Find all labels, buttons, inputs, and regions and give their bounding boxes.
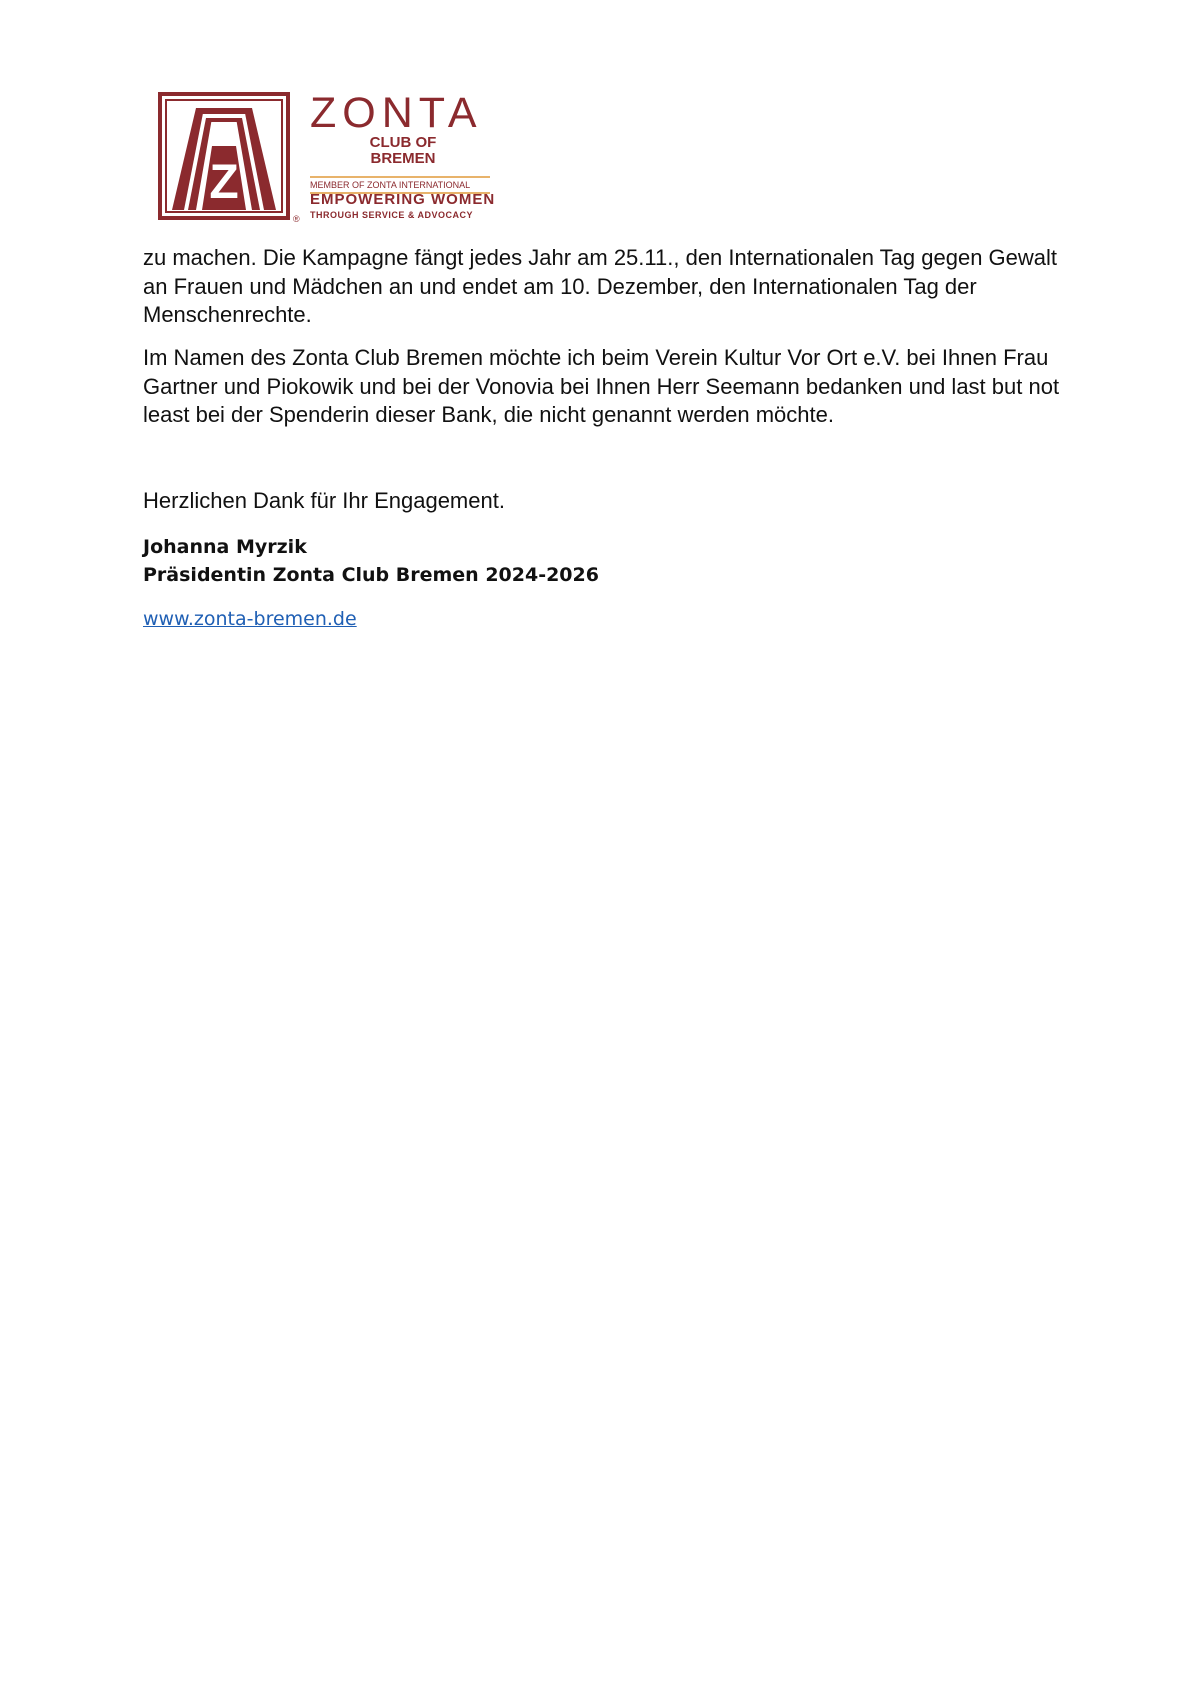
- zonta-logo: [158, 89, 498, 226]
- signature-name: Johanna Myrzik: [143, 536, 307, 558]
- website-link[interactable]: www.zonta-bremen.de: [143, 608, 357, 630]
- paragraph-thanks-partners: Im Namen des Zonta Club Bremen möchte ich beim Verein Kultur Vor Ort e.V. bei Ihnen Frau Gartner und Piokowik und bei der Vonovia bei Ihnen Herr Seemann bedanken und last but not least bei der Spenderin dieser Bank, die nicht genannt werden möchte.: [143, 345, 1060, 427]
- logo-subtagline: THROUGH SERVICE & ADVOCACY: [310, 210, 474, 220]
- logo-tagline: EMPOWERING WOMEN: [310, 191, 496, 208]
- paragraph-closing: Herzlichen Dank für Ihr Engagement.: [143, 488, 505, 513]
- registered-mark: ®: [293, 214, 300, 224]
- signature-role: Präsidentin Zonta Club Bremen 2024-2026: [143, 564, 599, 586]
- logo-club-name: CLUB OF BREMEN: [369, 134, 437, 167]
- logo-title: ZONTA: [310, 89, 483, 137]
- paragraph-campaign: zu machen. Die Kampagne fängt jedes Jahr am 25.11., den Internationalen Tag gegen Gewalt an Frauen und Mädchen an und endet am 10. Dezember, den Internationalen Tag der Menschenrechte.: [143, 245, 1058, 327]
- emblem-letter: Z: [209, 156, 239, 209]
- logo-member-line: MEMBER OF ZONTA INTERNATIONAL: [310, 176, 490, 194]
- zonta-emblem-icon: [158, 92, 290, 224]
